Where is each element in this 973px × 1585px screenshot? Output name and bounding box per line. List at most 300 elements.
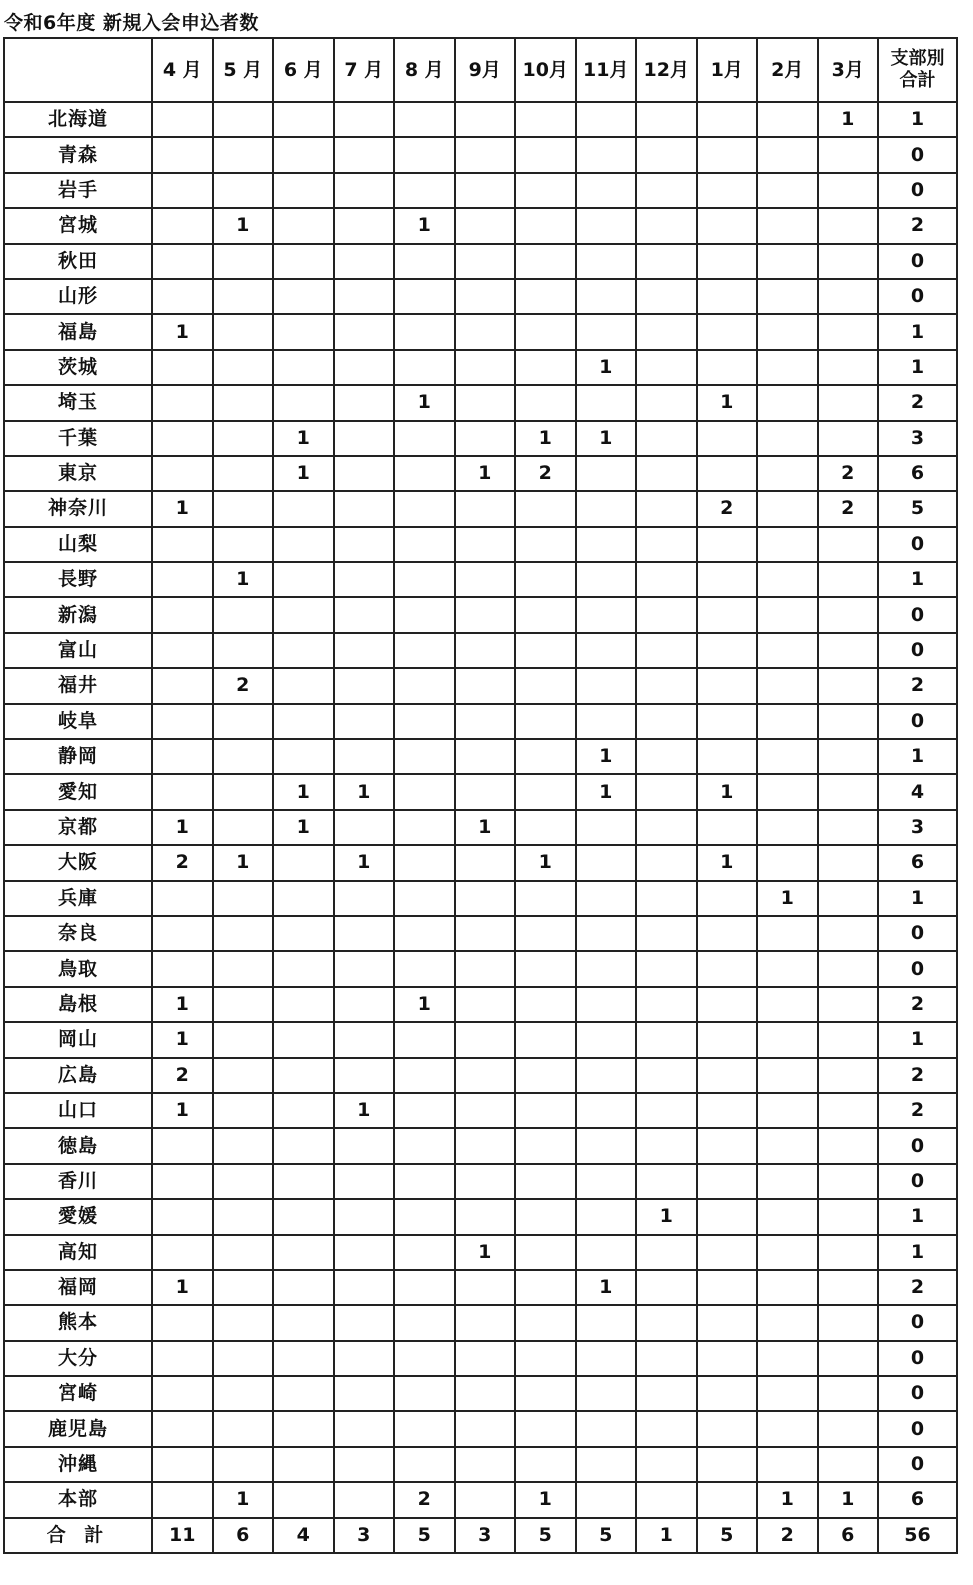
month-header: 9月 [455, 38, 516, 102]
month-cell [334, 1164, 395, 1199]
branch-name: 大分 [4, 1341, 152, 1376]
month-cell [213, 951, 274, 986]
month-cell [576, 137, 637, 172]
month-cell: 1 [152, 1093, 213, 1128]
month-cell [213, 633, 274, 668]
month-cell [818, 1376, 879, 1411]
month-cell: 1 [576, 739, 637, 774]
month-cell: 1 [152, 810, 213, 845]
branch-total-cell: 0 [878, 1376, 957, 1411]
month-cell [636, 385, 697, 420]
month-cell [273, 314, 334, 349]
month-cell [213, 704, 274, 739]
branch-name: 山梨 [4, 527, 152, 562]
branch-name: 埼玉 [4, 385, 152, 420]
month-cell [697, 527, 758, 562]
month-cell [576, 1341, 637, 1376]
month-cell [576, 279, 637, 314]
month-cell: 2 [152, 845, 213, 880]
month-cell [515, 1270, 576, 1305]
month-cell: 1 [576, 1270, 637, 1305]
month-cell [394, 1199, 455, 1234]
month-cell [757, 916, 818, 951]
month-cell [213, 279, 274, 314]
month-cell [394, 1447, 455, 1482]
month-cell [152, 102, 213, 137]
month-cell [697, 1305, 758, 1340]
month-cell [697, 244, 758, 279]
table-row [4, 279, 957, 314]
month-cell: 1 [152, 314, 213, 349]
branch-name: 兵庫 [4, 881, 152, 916]
month-cell [636, 774, 697, 809]
month-cell [273, 244, 334, 279]
month-cell [515, 1411, 576, 1446]
month-cell [515, 1093, 576, 1128]
month-cell [273, 1199, 334, 1234]
branch-name: 富山 [4, 633, 152, 668]
branch-name: 鳥取 [4, 951, 152, 986]
branch-name: 島根 [4, 987, 152, 1022]
branch-name: 奈良 [4, 916, 152, 951]
table-row [4, 102, 957, 137]
month-cell [818, 774, 879, 809]
branch-total-cell: 2 [878, 987, 957, 1022]
month-cell [273, 597, 334, 632]
month-cell [576, 1128, 637, 1163]
month-cell [273, 1058, 334, 1093]
month-cell [576, 1411, 637, 1446]
month-cell [818, 1270, 879, 1305]
month-cell [455, 668, 516, 703]
month-cell: 2 [394, 1482, 455, 1517]
month-cell [394, 597, 455, 632]
month-cell [152, 633, 213, 668]
month-cell [576, 987, 637, 1022]
month-cell [394, 1235, 455, 1270]
branch-name: 静岡 [4, 739, 152, 774]
month-cell [455, 1164, 516, 1199]
month-cell [213, 102, 274, 137]
month-cell [152, 456, 213, 491]
branch-total-cell: 3 [878, 810, 957, 845]
month-total-cell: 1 [636, 1518, 697, 1553]
branch-name: 岐阜 [4, 704, 152, 739]
branch-total-cell: 0 [878, 137, 957, 172]
month-header: 11月 [576, 38, 637, 102]
month-cell [576, 527, 637, 562]
month-cell [697, 668, 758, 703]
month-cell [273, 845, 334, 880]
month-cell [152, 1447, 213, 1482]
branch-name: 宮城 [4, 208, 152, 243]
grand-total-label: 合 計 [4, 1518, 152, 1553]
branch-name: 高知 [4, 1235, 152, 1270]
month-cell [455, 916, 516, 951]
membership-table [3, 37, 958, 1554]
month-cell [152, 279, 213, 314]
table-row [4, 314, 957, 349]
month-cell [697, 704, 758, 739]
month-cell [697, 1199, 758, 1234]
table-row [4, 1341, 957, 1376]
month-cell [576, 1235, 637, 1270]
month-cell [334, 987, 395, 1022]
month-cell [697, 314, 758, 349]
month-cell [636, 350, 697, 385]
month-cell [334, 1058, 395, 1093]
branch-total-cell: 0 [878, 244, 957, 279]
month-cell: 2 [152, 1058, 213, 1093]
table-row [4, 1022, 957, 1057]
month-cell [576, 951, 637, 986]
month-cell: 1 [818, 102, 879, 137]
month-cell [515, 244, 576, 279]
month-cell [394, 244, 455, 279]
month-cell [152, 1199, 213, 1234]
month-cell [394, 916, 455, 951]
month-cell: 1 [394, 987, 455, 1022]
month-cell [818, 562, 879, 597]
month-cell [757, 951, 818, 986]
month-cell [394, 137, 455, 172]
month-cell [576, 1199, 637, 1234]
month-total-cell: 2 [757, 1518, 818, 1553]
month-cell [697, 987, 758, 1022]
month-cell [273, 1411, 334, 1446]
month-cell [394, 1022, 455, 1057]
table-row [4, 1199, 957, 1234]
month-cell [818, 810, 879, 845]
month-header: 1月 [697, 38, 758, 102]
month-cell [455, 562, 516, 597]
month-cell [697, 1128, 758, 1163]
month-cell [455, 987, 516, 1022]
branch-name: 北海道 [4, 102, 152, 137]
month-cell [818, 916, 879, 951]
month-cell: 1 [576, 421, 637, 456]
month-cell [515, 314, 576, 349]
month-cell [697, 951, 758, 986]
table-row [4, 774, 957, 809]
table-row [4, 1411, 957, 1446]
month-cell [757, 1093, 818, 1128]
month-cell: 2 [818, 456, 879, 491]
month-cell [334, 1235, 395, 1270]
month-cell [515, 527, 576, 562]
branch-total-cell: 1 [878, 1235, 957, 1270]
month-cell [334, 739, 395, 774]
month-cell [394, 1376, 455, 1411]
month-cell [152, 1305, 213, 1340]
month-cell [636, 987, 697, 1022]
month-header: 6 月 [273, 38, 334, 102]
month-cell [213, 314, 274, 349]
branch-total-cell: 1 [878, 1022, 957, 1057]
month-cell [273, 1341, 334, 1376]
table-row [4, 881, 957, 916]
branch-total-cell: 2 [878, 1270, 957, 1305]
month-cell [334, 1376, 395, 1411]
month-cell [818, 350, 879, 385]
branch-name: 福岡 [4, 1270, 152, 1305]
branch-total-cell: 0 [878, 597, 957, 632]
month-cell: 2 [818, 491, 879, 526]
table-row [4, 421, 957, 456]
month-cell [636, 881, 697, 916]
month-cell [455, 527, 516, 562]
table-row [4, 951, 957, 986]
month-cell [273, 1235, 334, 1270]
month-cell [152, 1128, 213, 1163]
month-cell [152, 562, 213, 597]
month-total-cell: 6 [213, 1518, 274, 1553]
branch-name: 沖縄 [4, 1447, 152, 1482]
month-cell [273, 385, 334, 420]
table-row [4, 1128, 957, 1163]
month-cell [273, 1093, 334, 1128]
month-cell [636, 1447, 697, 1482]
month-cell [697, 279, 758, 314]
month-cell [394, 562, 455, 597]
month-cell [394, 491, 455, 526]
branch-name: 香川 [4, 1164, 152, 1199]
month-cell: 1 [152, 491, 213, 526]
month-cell [757, 1376, 818, 1411]
month-cell [273, 1128, 334, 1163]
month-total-cell: 5 [515, 1518, 576, 1553]
month-cell [697, 173, 758, 208]
month-total-cell: 5 [394, 1518, 455, 1553]
month-cell [394, 1270, 455, 1305]
month-cell [757, 1058, 818, 1093]
month-cell [697, 633, 758, 668]
table-row [4, 916, 957, 951]
month-cell [455, 1376, 516, 1411]
branch-total-cell: 1 [878, 881, 957, 916]
month-cell [818, 279, 879, 314]
month-cell [394, 633, 455, 668]
month-cell: 2 [213, 668, 274, 703]
branch-total-cell: 1 [878, 314, 957, 349]
month-cell [636, 1482, 697, 1517]
branch-total-cell: 1 [878, 102, 957, 137]
month-cell [273, 173, 334, 208]
month-cell [213, 173, 274, 208]
month-cell [515, 350, 576, 385]
month-cell [334, 1270, 395, 1305]
month-cell: 1 [455, 1235, 516, 1270]
branch-total-cell: 0 [878, 916, 957, 951]
month-cell: 1 [273, 774, 334, 809]
branch-total-cell: 0 [878, 1411, 957, 1446]
month-cell [576, 1305, 637, 1340]
month-cell [636, 173, 697, 208]
month-cell [515, 633, 576, 668]
month-cell [455, 385, 516, 420]
month-cell [818, 739, 879, 774]
month-cell [273, 916, 334, 951]
branch-name: 新潟 [4, 597, 152, 632]
month-cell: 1 [213, 845, 274, 880]
table-row [4, 845, 957, 880]
month-cell [757, 1164, 818, 1199]
table-row [4, 244, 957, 279]
month-cell: 1 [636, 1199, 697, 1234]
table-row [4, 491, 957, 526]
month-cell [697, 1164, 758, 1199]
month-cell [757, 314, 818, 349]
month-cell [515, 951, 576, 986]
month-cell [455, 137, 516, 172]
month-cell [515, 1128, 576, 1163]
month-cell [757, 102, 818, 137]
month-cell [213, 881, 274, 916]
month-cell [334, 491, 395, 526]
month-cell [636, 1128, 697, 1163]
month-cell [334, 1482, 395, 1517]
month-cell [697, 1482, 758, 1517]
month-cell [213, 1411, 274, 1446]
branch-name: 京都 [4, 810, 152, 845]
month-cell [273, 350, 334, 385]
month-cell [515, 1341, 576, 1376]
month-total-cell: 5 [576, 1518, 637, 1553]
month-cell: 1 [576, 350, 637, 385]
branch-name: 鹿児島 [4, 1411, 152, 1446]
branch-total-cell: 0 [878, 704, 957, 739]
month-cell [455, 350, 516, 385]
month-cell [515, 881, 576, 916]
month-cell [636, 1376, 697, 1411]
month-cell [818, 1199, 879, 1234]
month-cell [697, 1022, 758, 1057]
month-cell [394, 1128, 455, 1163]
month-cell [697, 881, 758, 916]
month-cell [334, 1447, 395, 1482]
month-cell [455, 951, 516, 986]
month-cell [636, 633, 697, 668]
month-cell [636, 279, 697, 314]
month-cell [576, 1164, 637, 1199]
month-cell [576, 208, 637, 243]
month-cell [334, 1022, 395, 1057]
month-cell [334, 421, 395, 456]
month-cell [636, 1058, 697, 1093]
month-cell [455, 1411, 516, 1446]
month-cell [394, 1305, 455, 1340]
month-cell [757, 597, 818, 632]
table-row [4, 739, 957, 774]
month-cell [334, 314, 395, 349]
month-cell [818, 987, 879, 1022]
month-cell [273, 881, 334, 916]
month-cell [455, 1341, 516, 1376]
month-cell [757, 244, 818, 279]
month-cell [394, 881, 455, 916]
month-cell: 1 [273, 810, 334, 845]
month-cell [697, 1447, 758, 1482]
month-cell: 1 [213, 562, 274, 597]
month-cell [455, 173, 516, 208]
month-cell [515, 279, 576, 314]
month-cell [213, 774, 274, 809]
month-cell [213, 1164, 274, 1199]
month-cell [213, 1305, 274, 1340]
month-cell [273, 987, 334, 1022]
month-cell [334, 208, 395, 243]
month-cell [334, 881, 395, 916]
month-cell [213, 1128, 274, 1163]
month-header: 10月 [515, 38, 576, 102]
month-header: 7 月 [334, 38, 395, 102]
month-cell: 1 [818, 1482, 879, 1517]
month-cell [273, 739, 334, 774]
month-cell [455, 1270, 516, 1305]
month-cell [394, 421, 455, 456]
corner-cell [4, 38, 152, 102]
branch-total-cell: 0 [878, 1128, 957, 1163]
total-header-line1: 支部別 [890, 48, 945, 70]
branch-total-cell: 6 [878, 456, 957, 491]
branch-name: 青森 [4, 137, 152, 172]
branch-name: 大阪 [4, 845, 152, 880]
month-cell: 1 [334, 845, 395, 880]
month-cell [455, 421, 516, 456]
month-cell [152, 1376, 213, 1411]
month-cell [818, 1164, 879, 1199]
month-cell [273, 1305, 334, 1340]
branch-name: 岩手 [4, 173, 152, 208]
month-cell [515, 1305, 576, 1340]
month-cell [697, 916, 758, 951]
branch-total-cell: 2 [878, 1093, 957, 1128]
month-cell [213, 1199, 274, 1234]
month-cell [757, 279, 818, 314]
month-cell [636, 421, 697, 456]
branch-total-cell: 5 [878, 491, 957, 526]
month-cell [757, 1235, 818, 1270]
month-cell [697, 810, 758, 845]
month-cell [757, 1411, 818, 1446]
month-cell [636, 1305, 697, 1340]
month-cell [213, 527, 274, 562]
month-cell [818, 527, 879, 562]
month-header: 12月 [636, 38, 697, 102]
month-cell [576, 881, 637, 916]
month-cell [455, 739, 516, 774]
month-cell [515, 916, 576, 951]
month-cell [394, 1058, 455, 1093]
month-cell [576, 810, 637, 845]
month-cell [334, 562, 395, 597]
month-cell [636, 244, 697, 279]
branch-name: 東京 [4, 456, 152, 491]
month-cell [152, 1341, 213, 1376]
month-cell [757, 1305, 818, 1340]
table-row [4, 1058, 957, 1093]
month-cell [515, 137, 576, 172]
month-cell [213, 1447, 274, 1482]
month-cell [273, 491, 334, 526]
month-cell [334, 102, 395, 137]
total-header [878, 38, 957, 102]
branch-total-cell: 1 [878, 350, 957, 385]
month-cell [757, 1128, 818, 1163]
month-cell [213, 421, 274, 456]
month-cell [394, 668, 455, 703]
month-cell [152, 350, 213, 385]
